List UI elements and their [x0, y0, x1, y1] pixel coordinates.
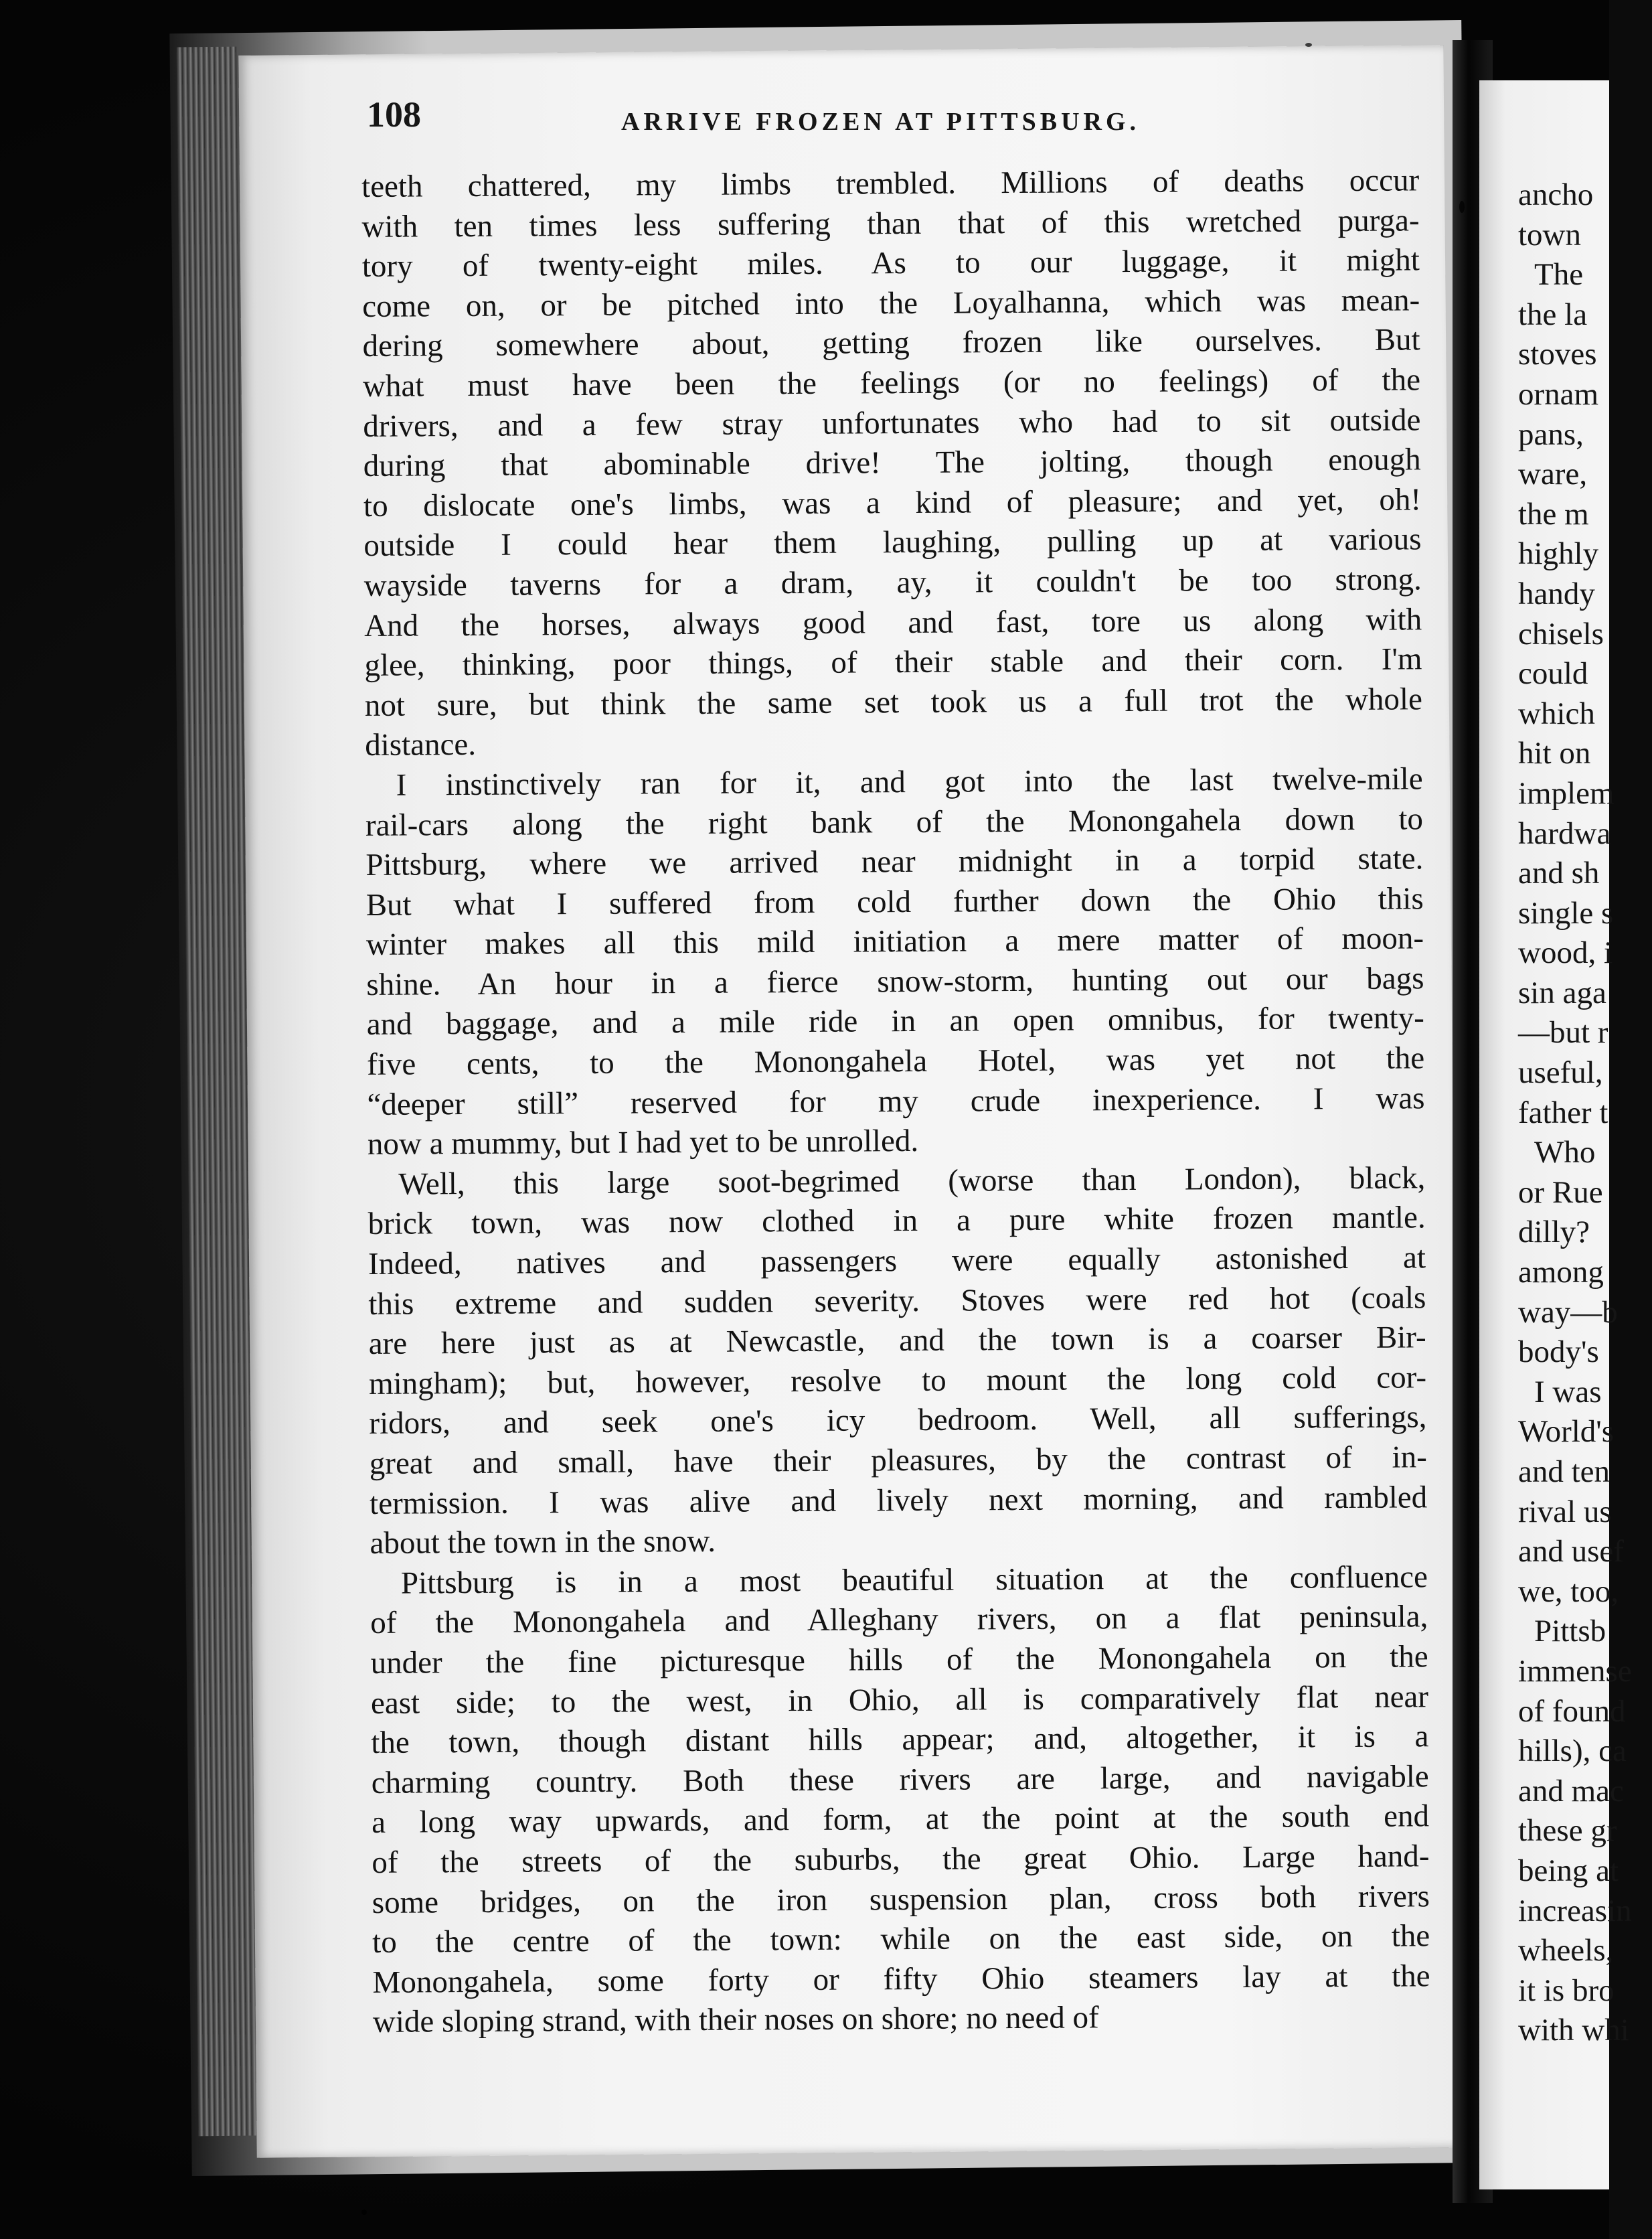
right-page-line: or Rue — [1518, 1174, 1603, 1210]
text-line: are here just as at Newcastle, and the town is a coarser Bir- — [368, 1320, 1426, 1362]
text-line: “deeper still” reserved for my crude inexperience. I was — [367, 1080, 1425, 1122]
right-page-line: sin aga — [1518, 975, 1606, 1010]
text-line: mingham); but, however, resolve to mount the long cold cor- — [368, 1360, 1427, 1401]
left-page-body-text — [361, 161, 1430, 2043]
text-line: outside I could hear them laughing, pulling up at various — [363, 522, 1422, 564]
text-line: the town, though distant hills appear; and, altogether, it is a — [371, 1719, 1429, 1761]
right-page-line: the la — [1518, 297, 1588, 332]
text-line: not sure, but think the same set took us a full trot the whole — [364, 682, 1423, 723]
right-page-line: with whi — [1518, 2013, 1629, 2048]
text-line: Pittsburg is in a most beautiful situation at the confluence — [400, 1559, 1428, 1601]
right-page-line: wheels, — [1518, 1933, 1614, 1968]
text-line: under the fine picturesque hills of the Monongahela on the — [370, 1639, 1428, 1681]
text-line: Pittsburg, where we arrived near midnight in a torpid state. — [365, 841, 1424, 883]
right-page-line: pans, — [1518, 416, 1584, 452]
right-page-line: being at — [1518, 1853, 1619, 1888]
text-line: I instinctively ran for it, and got into the last twelve-mile — [396, 761, 1423, 803]
right-page-line: these gr — [1518, 1813, 1617, 1849]
text-line: Well, this large soot-begrimed (worse than London), black, — [398, 1160, 1426, 1202]
right-page-line: hit on — [1518, 736, 1591, 771]
right-page-line: chisels — [1518, 616, 1604, 651]
right-page-line: Who — [1534, 1135, 1596, 1170]
right-page-line: hardwa — [1518, 816, 1611, 851]
text-line: come on, or be pitched into the Loyalhanna, which was mean- — [362, 283, 1420, 324]
right-page-line: town — [1518, 217, 1581, 252]
right-page-line: Pittsb — [1534, 1614, 1606, 1649]
right-page-line: it is bro — [1518, 1973, 1615, 2008]
text-line: and baggage, and a mile ride in an open omnibus, for twenty- — [366, 1000, 1424, 1043]
right-page-line: World's — [1518, 1414, 1615, 1450]
text-line: now a mummy, but I had yet to be unrolled. — [367, 1124, 919, 1162]
text-line: tory of twenty-eight miles. As to our luggage, it might — [361, 242, 1420, 285]
right-page-line: which — [1518, 696, 1595, 731]
right-page-line: body's — [1518, 1334, 1599, 1370]
right-page-line: immense — [1518, 1653, 1632, 1689]
text-line: great and small, have their pleasures, by the contrast of in- — [369, 1440, 1427, 1481]
text-line: to dislocate one's limbs, was a kind of pleasure; and yet, oh! — [363, 482, 1422, 524]
right-page-line: and sh — [1518, 856, 1600, 891]
right-page-line: handy — [1518, 576, 1595, 611]
right-page-body-text — [1518, 175, 1652, 2051]
text-line: ridors, and seek one's icy bedroom. Well, all sufferings, — [369, 1399, 1427, 1442]
right-page-line: and mac — [1518, 1773, 1624, 1808]
right-page-line: and ten — [1518, 1454, 1610, 1489]
text-line: five cents, to the Monongahela Hotel, was yet not the — [367, 1040, 1425, 1083]
film-speck — [361, 2210, 367, 2215]
right-page-line: of found — [1518, 1693, 1626, 1729]
right-page-line: —but r — [1518, 1015, 1608, 1051]
right-page-line: hills), ca — [1518, 1733, 1627, 1769]
text-line: about the town in the snow. — [369, 1523, 716, 1561]
film-speck — [1459, 201, 1465, 213]
right-page-line: among — [1518, 1255, 1604, 1290]
text-line: wide sloping strand, with their noses on shore; no need of — [372, 2000, 1099, 2040]
running-head: ARRIVE FROZEN AT PITTSBURG. — [621, 108, 1141, 136]
text-line: Monongahela, some forty or fifty Ohio steamers lay at the — [372, 1958, 1430, 2000]
text-line: east side; to the west, in Ohio, all is comparatively flat near — [370, 1679, 1429, 1721]
text-line: a long way upwards, and form, at the point at the south end — [371, 1798, 1430, 1841]
right-page-line: wood, i — [1518, 935, 1613, 971]
film-speck — [1305, 43, 1312, 47]
text-line: But what I suffered from cold further down the Ohio this — [365, 881, 1424, 923]
right-page-line: The — [1534, 257, 1584, 293]
text-line: some bridges, on the iron suspension plan, cross both rivers — [371, 1878, 1430, 1920]
right-page-line: ornam — [1518, 376, 1599, 412]
text-line: during that abominable drive! The jolting, though enough — [363, 442, 1421, 484]
text-line: glee, thinking, poor things, of their stable and their corn. I'm — [364, 641, 1422, 684]
text-line: wayside taverns for a dram, ay, it couldn't be too strong. — [363, 562, 1422, 603]
right-page-line: ancho — [1518, 177, 1594, 212]
text-line: to the centre of the town: while on the east side, on the — [372, 1918, 1430, 1960]
text-line: brick town, was now clothed in a pure white frozen mantle. — [367, 1200, 1426, 1242]
right-page-line: father t — [1518, 1095, 1608, 1130]
right-page-line: stoves — [1518, 337, 1597, 372]
text-line: shine. An hour in a fierce snow-storm, hunting out our bags — [366, 961, 1424, 1002]
text-line: this extreme and sudden severity. Stoves were red hot (coals — [368, 1280, 1426, 1322]
text-line: of the Monongahela and Alleghany rivers, on a flat peninsula, — [370, 1599, 1428, 1641]
text-line: charming country. Both these rivers are large, and navigable — [371, 1759, 1429, 1800]
text-line: what must have been the feelings (or no feelings) of the — [362, 362, 1421, 404]
right-page-line: way—b — [1518, 1294, 1618, 1330]
text-line: Indeed, natives and passengers were equally astonished at — [367, 1240, 1426, 1282]
right-page-line: useful, — [1518, 1055, 1603, 1091]
text-line: teeth chattered, my limbs trembled. Millions of deaths occur — [361, 163, 1420, 204]
text-line: termission. I was alive and lively next morning, and rambled — [369, 1479, 1428, 1521]
page-number: 108 — [367, 94, 421, 135]
text-line: rail-cars along the right bank of the Monongahela down to — [365, 801, 1424, 843]
right-page-line: I was — [1534, 1374, 1602, 1409]
right-page-line: single s — [1518, 895, 1614, 931]
right-page-line: dilly? — [1518, 1215, 1590, 1250]
right-page-line: ware, — [1518, 457, 1588, 492]
text-line: drivers, and a few stray unfortunates who had to sit outside — [363, 402, 1421, 444]
right-page-line: the m — [1518, 496, 1589, 532]
text-line: dering somewhere about, getting frozen like ourselves. But — [362, 322, 1420, 364]
text-line: of the streets of the suburbs, the great Ohio. Large hand- — [371, 1839, 1430, 1880]
right-page-line: and usef — [1518, 1534, 1624, 1569]
right-page-line: we, too, — [1518, 1573, 1619, 1609]
right-page-line: increasin — [1518, 1893, 1632, 1928]
page-header — [367, 94, 1411, 147]
right-page-line: rival us — [1518, 1494, 1612, 1529]
right-page-line: highly — [1518, 536, 1599, 572]
text-line: distance. — [365, 727, 477, 763]
right-page-line: implem — [1518, 775, 1615, 811]
text-line: winter makes all this mild initiation a mere matter of moon- — [365, 921, 1424, 963]
text-line: with ten times less suffering than that of this wretched purga- — [361, 202, 1420, 244]
right-page-line: could — [1518, 656, 1588, 692]
text-line: And the horses, always good and fast, tore us along with — [364, 601, 1422, 643]
